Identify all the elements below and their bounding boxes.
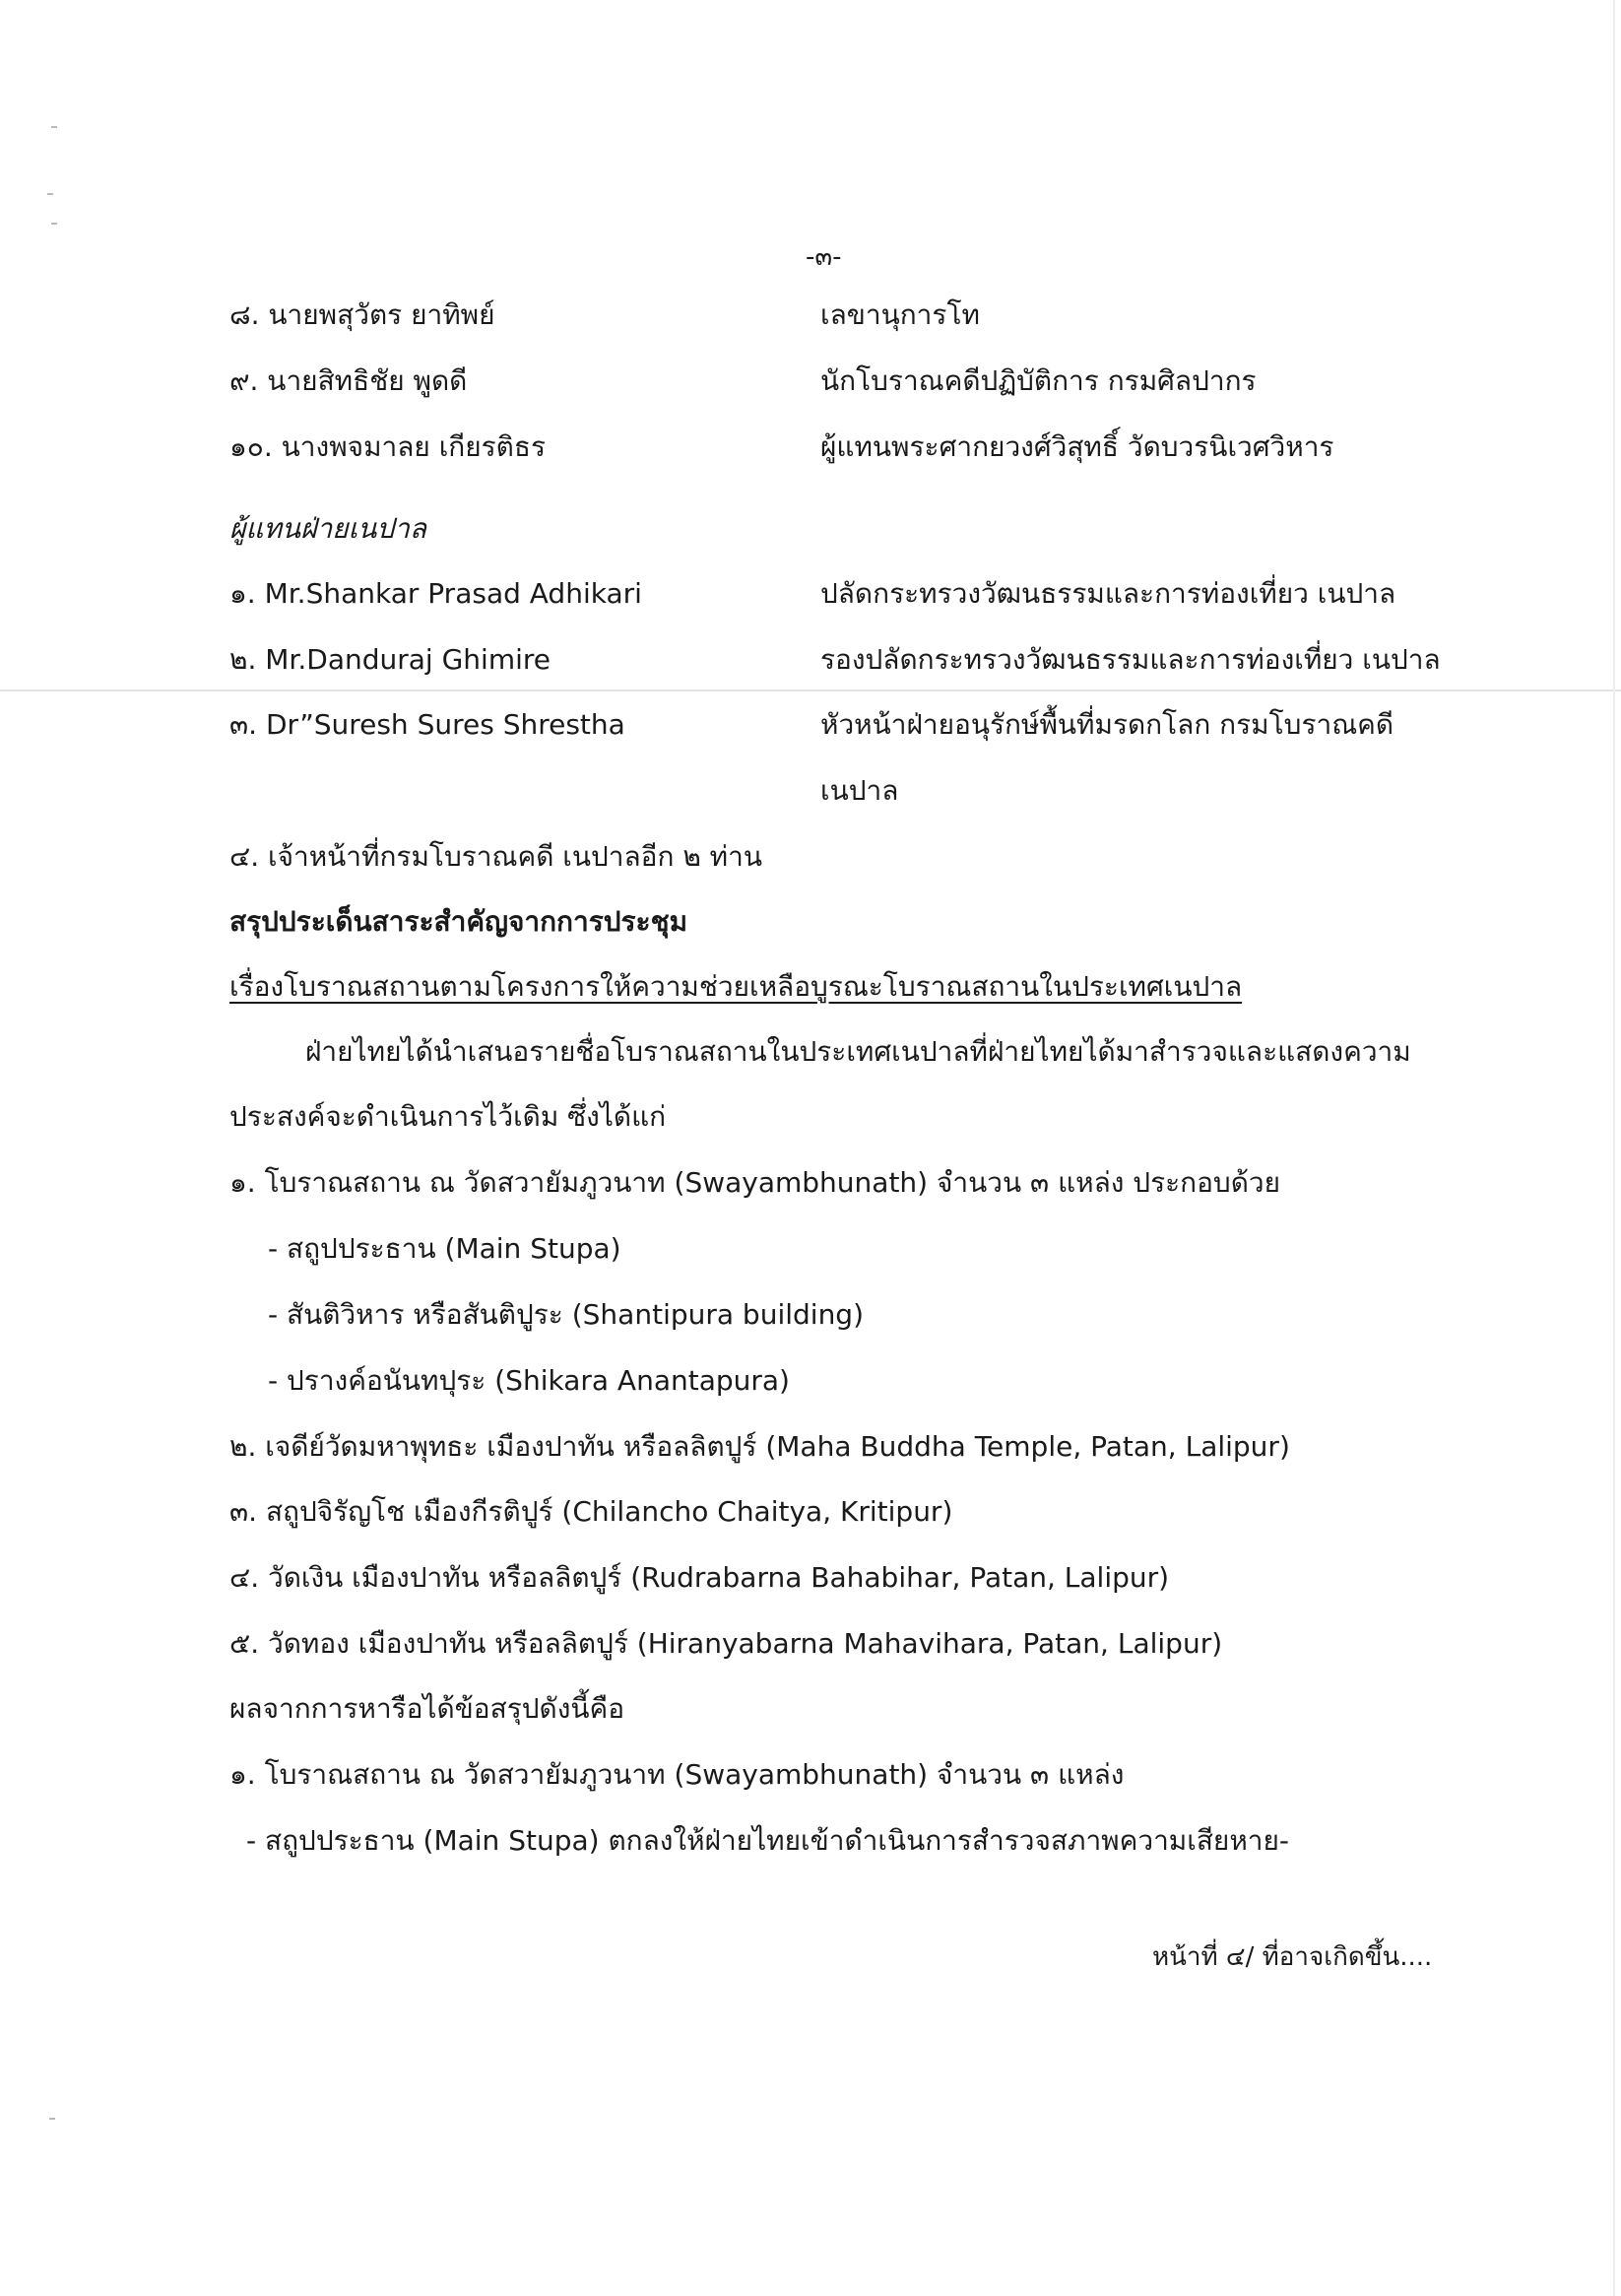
scan-speck (49, 2118, 55, 2120)
site-subitem: - สถูปประธาน (Main Stupa) (268, 1232, 621, 1265)
attendee-role: รองปลัดกระทรวงวัฒนธรรมและการท่องเที่ยว เนปาล (820, 643, 1441, 676)
site-subitem: - ปรางค์อนันทปุระ (Shikara Anantapura) (268, 1364, 790, 1397)
topic-heading: เรื่องโบราณสถานตามโครงการให้ความช่วยเหลือบูรณะโบราณสถานในประเทศเนปาล (229, 970, 1243, 1003)
attendee-name: ๒. Mr.Danduraj Ghimire (229, 643, 551, 676)
attendee-name: ๓. Dr”Suresh Sures Shrestha (229, 708, 625, 741)
site-item: ๒. เจดีย์วัดมหาพุทธะ เมืองปาทัน หรือลลิตปูร์ (Maha Buddha Temple, Patan, Lalipur) (229, 1430, 1290, 1463)
attendee-name: ๑๐. นางพจมาลย เกียรติธร (229, 430, 546, 463)
nepal-extra-staff: ๔. เจ้าหน้าที่กรมโบราณคดี เนปาลอีก ๒ ท่าน (229, 840, 762, 873)
summary-heading: สรุปประเด็นสาระสำคัญจากการประชุม (229, 905, 688, 938)
scan-speck (47, 193, 53, 195)
scan-edge (1613, 0, 1615, 2296)
attendee-role-cont: เนปาล (820, 774, 899, 807)
attendee-role: หัวหน้าฝ่ายอนุรักษ์พื้นที่มรดกโลก กรมโบราณคดี (820, 708, 1394, 741)
attendee-role: ปลัดกระทรวงวัฒนธรรมและการท่องเที่ยว เนปาล (820, 577, 1396, 610)
next-page-marker: หน้าที่ ๔/ ที่อาจเกิดขึ้น.... (1152, 1942, 1433, 1972)
attendee-role: เลขานุการโท (820, 298, 980, 331)
site-item: ๑. โบราณสถาน ณ วัดสวายัมภูวนาท (Swayambhunath) จำนวน ๓ แหล่ง ประกอบด้วย (229, 1166, 1281, 1199)
page-number: -๓- (806, 242, 842, 272)
attendee-name: ๑. Mr.Shankar Prasad Adhikari (229, 577, 642, 610)
result-heading: ผลจากการหารือได้ข้อสรุปดังนี้คือ (229, 1692, 625, 1725)
site-item: ๓. สถูปจิรัญโช เมืองกีรติปูร์ (Chilancho Chaitya, Kritipur) (229, 1495, 953, 1528)
attendee-role: นักโบราณคดีปฏิบัติการ กรมศิลปากร (820, 364, 1257, 397)
result-subitem: - สถูปประธาน (Main Stupa) ตกลงให้ฝ่ายไทยเข้าดำเนินการสำรวจสภาพความเสียหาย- (246, 1824, 1290, 1857)
intro-paragraph: ฝ่ายไทยได้นำเสนอรายชื่อโบราณสถานในประเทศเนปาลที่ฝ่ายไทยได้มาสำรวจและแสดงความ (305, 1035, 1411, 1068)
site-item: ๔. วัดเงิน เมืองปาทัน หรือลลิตปูร์ (Rudrabarna Bahabihar, Patan, Lalipur) (229, 1561, 1170, 1594)
site-item: ๕. วัดทอง เมืองปาทัน หรือลลิตปูร์ (Hiranyabarna Mahavihara, Patan, Lalipur) (229, 1627, 1223, 1660)
nepal-heading: ผู้แทนฝ่ายเนปาล (229, 512, 426, 545)
scan-speck (51, 223, 57, 225)
result-item: ๑. โบราณสถาน ณ วัดสวายัมภูวนาท (Swayambhunath) จำนวน ๓ แหล่ง (229, 1758, 1125, 1791)
intro-paragraph-cont: ประสงค์จะดำเนินการไว้เดิม ซึ่งได้แก่ (229, 1100, 667, 1133)
scan-speck (51, 126, 57, 128)
attendee-name: ๘. นายพสุวัตร ยาทิพย์ (229, 298, 495, 331)
scan-artifact-line (0, 689, 1621, 691)
attendee-role: ผู้แทนพระศากยวงศ์วิสุทธิ์ วัดบวรนิเวศวิหาร (820, 430, 1334, 463)
site-subitem: - สันติวิหาร หรือสันติปูระ (Shantipura building) (268, 1298, 865, 1331)
attendee-name: ๙. นายสิทธิชัย พูดดี (229, 364, 468, 397)
